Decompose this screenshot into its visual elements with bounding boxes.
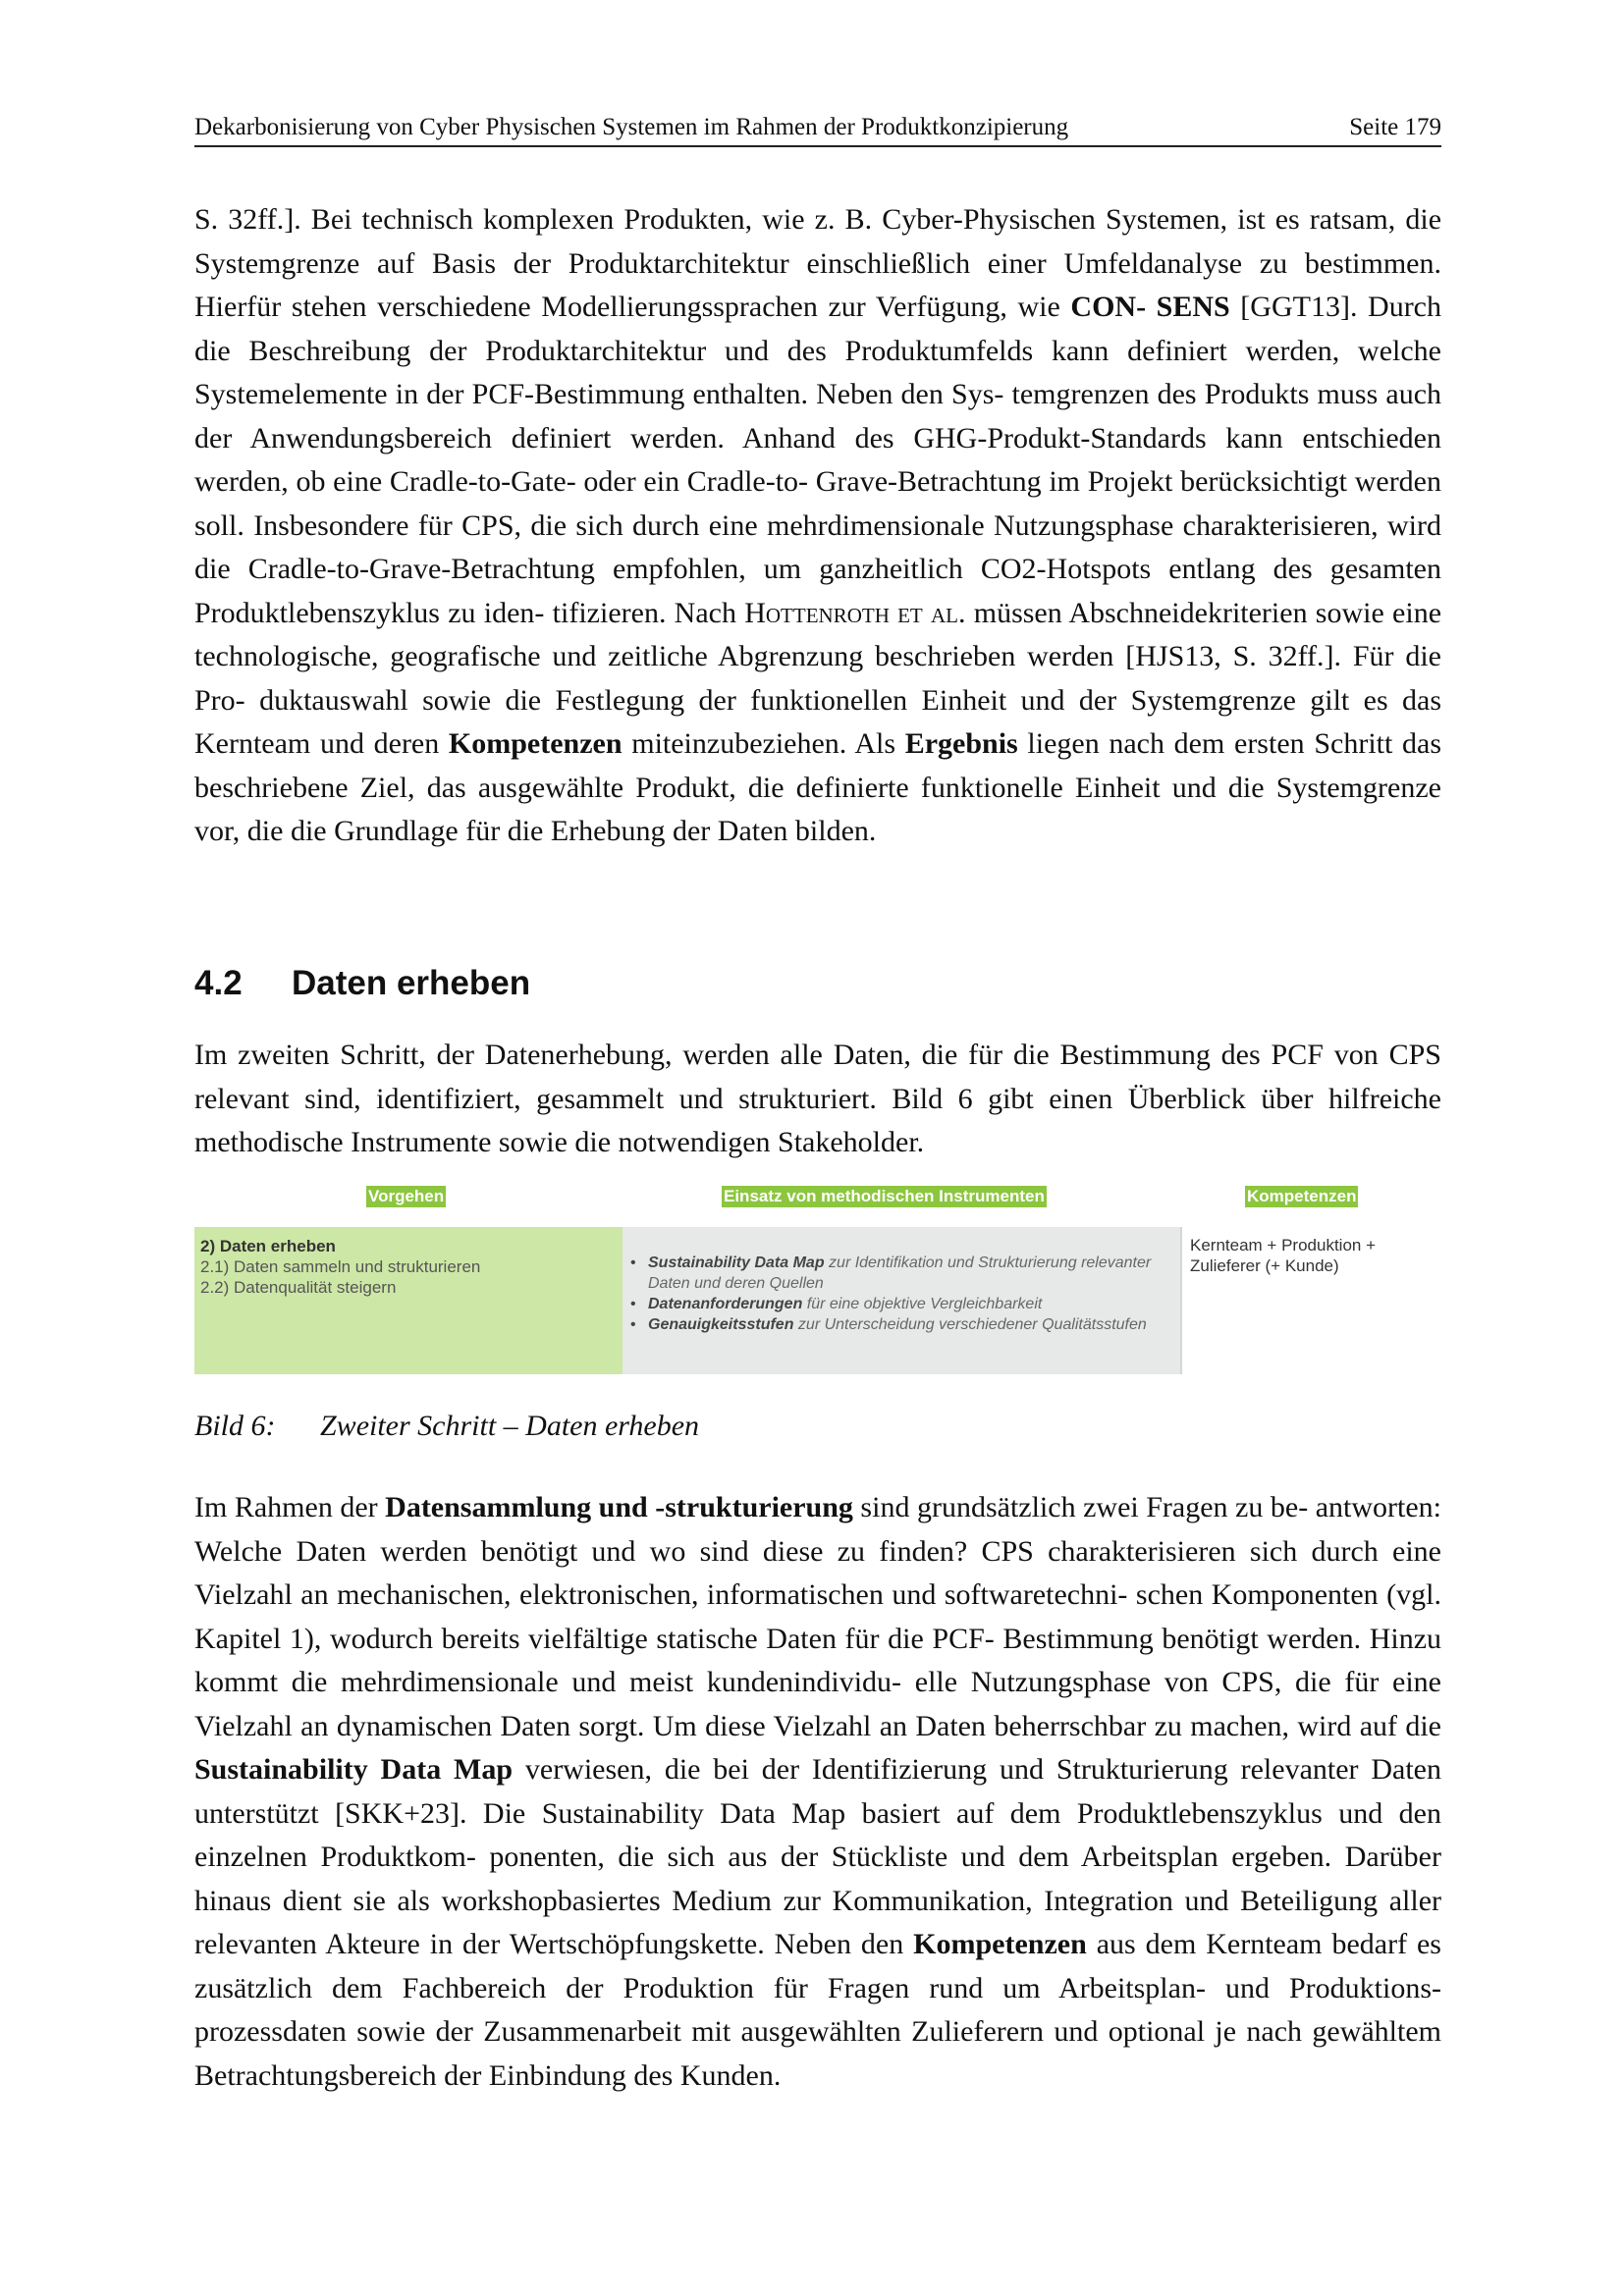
- figure-step-box: [194, 1227, 623, 1374]
- competencies-text: Kernteam + Produktion + Zulieferer (+ Kunde): [1190, 1236, 1377, 1275]
- list-item: • Genauigkeitsstufen zur Unterscheidung verschiedener Qualitätsstufen: [630, 1314, 1161, 1335]
- step-item: 2.1) Daten sammeln und strukturieren: [200, 1257, 481, 1276]
- figure-step-two: [194, 1186, 1441, 1374]
- step-item: 2.2) Datenqualität steigern: [200, 1278, 397, 1297]
- section-title: Daten erheben: [292, 964, 531, 1002]
- instruments-list: [630, 1253, 1161, 1335]
- step-title: 2) Daten erheben: [200, 1237, 336, 1255]
- paragraph-data-collection-intro: Im zweiten Schritt, der Datenerhebung, werden alle Daten, die für die Bestimmung des PCF von CPS relevant sind, identifiziert, gesammelt und strukturiert. Bild 6 gibt einen Überblick über hilfreiche methodische Instrumente sowie die notwendigen Stakeholder.: [194, 1039, 1441, 1158]
- header-title: Dekarbonisierung von Cyber Physischen Systemen im Rahmen der Produktkonzipierung: [194, 114, 1069, 140]
- figure-instruments-box: [623, 1227, 1180, 1374]
- figure-competencies-box: [1180, 1227, 1443, 1374]
- paragraph-system-boundary: S. 32ff.]. Bei technisch komplexen Produkten, wie z. B. Cyber-Physischen Systemen, ist es ratsam, die Systemgrenze auf Basis der Produktarchitektur einschließlich einer Umfeldanalyse zu bestimmen. Hierfür stehen verschiedene Modellierungssprachen zur Verfügung, wie CON- SENS [GGT13]. Durch die Beschreibung der Produktarchitektur und des Produktumfelds kann definiert werden, welche Systemelemente in der PCF-Bestimmung enthalten. Neben den Sys- temgrenzen des Produkts muss auch der Anwendungsbereich definiert werden. Anhand des GHG-Produkt-Standards kann entschieden werden, ob eine Cradle-to-Gate- oder ein Cradle-to- Grave-Betrachtung im Projekt berücksichtigt werden soll. Insbesondere für CPS, die sich durch eine mehrdimensionale Nutzungsphase charakterisieren, wird die Cradle-to-Grave-Betrachtung empfohlen, um ganzheitlich CO2-Hotspots entlang des gesamten Produktlebenszyklus zu iden- tifizieren. Nach Hottenroth et al. müssen Abschneidekriterien sowie eine technologische, geografische und zeitliche Abgrenzung beschrieben werden [HJS13, S. 32ff.]. Für die Pro- duktauswahl sowie die Festlegung der funktionellen Einheit und der Systemgrenze gilt es das Kernteam und deren Kompetenzen miteinzubeziehen. Als Ergebnis liegen nach dem ersten Schritt das beschriebene Ziel, das ausgewählte Produkt, die definierte funktionelle Einheit und die Systemgrenze vor, die die Grundlage für die Erhebung der Daten bilden.: [194, 203, 1442, 847]
- figure-header-instrumente: Einsatz von methodischen Instrumenten: [724, 1187, 1045, 1205]
- figure-header-vorgehen: Vorgehen: [368, 1187, 445, 1205]
- caption-label: Bild 6:: [194, 1410, 276, 1442]
- figure-caption: [194, 1407, 699, 1446]
- caption-text: Zweiter Schritt – Daten erheben: [320, 1410, 700, 1442]
- figure-header-kompetenzen: Kompetenzen: [1247, 1187, 1357, 1205]
- section-number: 4.2: [194, 964, 243, 1002]
- list-item: • Datenanforderungen für eine objektive Vergleichbarkeit: [630, 1294, 1161, 1314]
- page-number: Seite 179: [1349, 114, 1441, 140]
- running-header: [194, 110, 1441, 147]
- section-heading: [194, 964, 530, 1003]
- author-name: Hottenroth et al.: [744, 596, 966, 629]
- list-item: • Sustainability Data Map zur Identifikation und Strukturierung relevanter Daten und deren Quellen: [630, 1253, 1161, 1294]
- paragraph-data-map: Im Rahmen der Datensammlung und -strukturierung sind grundsätzlich zwei Fragen zu be- antworten: Welche Daten werden benötigt und wo sind diese zu finden? CPS charakterisieren sich durch eine Vielzahl an mechanischen, elektronischen, informatischen und softwaretechni- schen Komponenten (vgl. Kapitel 1), wodurch bereits vielfältige statische Daten für die PCF- Bestimmung benötigt werden. Hinzu kommt die mehrdimensionale und meist kundenindividu- elle Nutzungsphase von CPS, die für eine Vielzahl an dynamischen Daten sorgt. Um diese Vielzahl an Daten beherrschbar zu machen, wird auf die Sustainability Data Map verwiesen, die bei der Identifizierung und Strukturierung relevanter Daten unterstützt [SKK+23]. Die Sustainability Data Map basiert auf dem Produktlebenszyklus und den einzelnen Produktkom- ponenten, die sich aus der Stückliste und dem Arbeitsplan ergeben. Darüber hinaus dient sie als workshopbasiertes Medium zur Kommunikation, Integration und Beteiligung aller relevanten Akteure in der Wertschöpfungskette. Neben den Kompetenzen aus dem Kernteam bedarf es zusätzlich dem Fachbereich der Produktion für Fragen rund um Arbeitsplan- und Produktions- prozessdaten sowie der Zusammenarbeit mit ausgewählten Zulieferern und optional je nach gewähltem Betrachtungsbereich der Einbindung des Kunden.: [194, 1491, 1442, 2092]
